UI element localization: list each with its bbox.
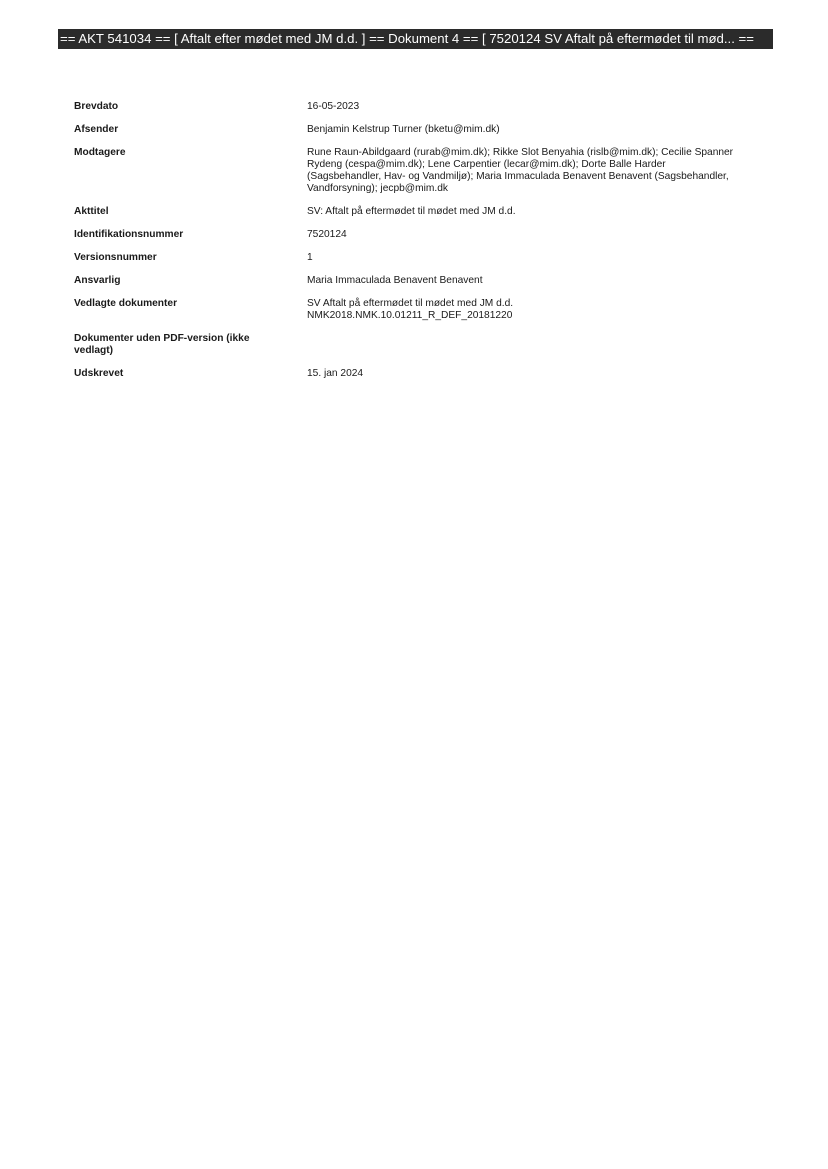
metadata-label: Udskrevet bbox=[74, 368, 124, 379]
metadata-label: Akttitel bbox=[74, 206, 109, 217]
metadata-value-line: Vandforsyning); jecpb@mim.dk bbox=[307, 183, 448, 194]
metadata-row-identifikationsnummer bbox=[74, 229, 774, 241]
metadata-value bbox=[307, 147, 767, 195]
metadata-value bbox=[307, 298, 767, 322]
metadata-value: SV: Aftalt på eftermødet til mødet med JM d.d. bbox=[307, 206, 516, 217]
metadata-value-line: NMK2018.NMK.10.01211_R_DEF_20181220 bbox=[307, 310, 513, 321]
metadata-value-line: (Sagsbehandler, Hav- og Vandmiljø); Maria Immaculada Benavent Benavent (Sagsbehandler, bbox=[307, 171, 729, 182]
metadata-value-line: SV Aftalt på eftermødet til mødet med JM d.d. bbox=[307, 298, 514, 309]
metadata-value bbox=[307, 333, 767, 357]
metadata-row-modtagere bbox=[74, 147, 774, 195]
metadata-row-versionsnummer bbox=[74, 252, 774, 264]
metadata-label bbox=[74, 333, 307, 357]
metadata-row-ansvarlig bbox=[74, 275, 774, 287]
metadata-label: Identifikationsnummer bbox=[74, 229, 184, 240]
metadata-value: 7520124 bbox=[307, 229, 347, 240]
metadata-row-dokumenter-uden-pdf bbox=[74, 333, 774, 357]
metadata-label: Modtagere bbox=[74, 147, 126, 158]
metadata-value: Maria Immaculada Benavent Benavent bbox=[307, 275, 483, 286]
metadata-label-line: Dokumenter uden PDF-version (ikke bbox=[74, 333, 250, 344]
metadata-value-line: Rydeng (cespa@mim.dk); Lene Carpentier (lecar@mim.dk); Dorte Balle Harder bbox=[307, 159, 666, 170]
metadata-row-udskrevet bbox=[74, 368, 774, 380]
metadata-label: Ansvarlig bbox=[74, 275, 121, 286]
document-header-bar bbox=[58, 29, 773, 49]
metadata-row-afsender bbox=[74, 124, 774, 136]
metadata-row-akttitel bbox=[74, 206, 774, 218]
metadata-value: 1 bbox=[307, 252, 313, 263]
metadata-row-brevdato bbox=[74, 101, 774, 113]
metadata-row-vedlagte-dokumenter bbox=[74, 298, 774, 322]
metadata-label-line: vedlagt) bbox=[74, 345, 114, 356]
metadata-value: 15. jan 2024 bbox=[307, 368, 364, 379]
metadata-label: Versionsnummer bbox=[74, 252, 157, 263]
metadata-label: Afsender bbox=[74, 124, 119, 135]
document-header-title: == AKT 541034 == [ Aftalt efter mødet med JM d.d. ] == Dokument 4 == [ 7520124 SV Aftalt på eftermødet til mød... == bbox=[60, 31, 754, 46]
metadata-value: Benjamin Kelstrup Turner (bketu@mim.dk) bbox=[307, 124, 500, 135]
metadata-value-line: Rune Raun-Abildgaard (rurab@mim.dk); Rikke Slot Benyahia (rislb@mim.dk); Cecilie Spanner bbox=[307, 147, 734, 158]
metadata-value: 16-05-2023 bbox=[307, 101, 360, 112]
metadata-label: Vedlagte dokumenter bbox=[74, 298, 178, 309]
metadata-table bbox=[74, 101, 774, 391]
metadata-label: Brevdato bbox=[74, 101, 119, 112]
